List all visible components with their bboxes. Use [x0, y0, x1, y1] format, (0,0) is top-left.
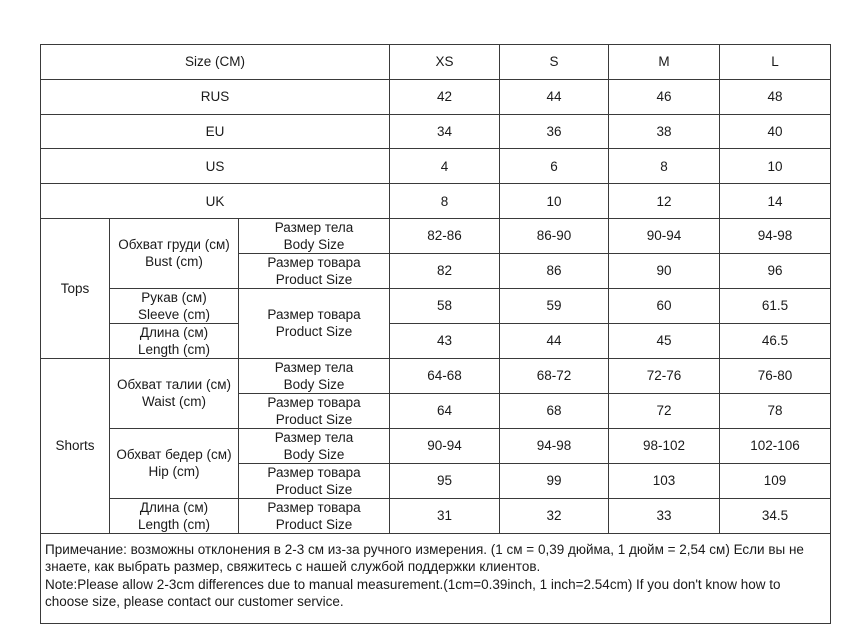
measure-label-ru: Длина (см): [139, 499, 209, 515]
header-size-m: M: [609, 45, 720, 80]
cell-value: 60: [609, 288, 720, 323]
row-label: EU: [41, 114, 390, 149]
type-label-product: [239, 288, 390, 358]
cell-value: 90-94: [390, 428, 500, 463]
type-label-en: Product Size: [275, 271, 353, 287]
table-row-uk: [41, 184, 831, 219]
measure-label-hip: [110, 428, 239, 498]
cell-value: 36: [500, 114, 609, 149]
cell-value: 72: [609, 393, 720, 428]
table-row-shorts-hip-body: [41, 428, 831, 463]
cell-value: 82: [390, 253, 500, 288]
type-label-en: Body Size: [283, 446, 345, 462]
cell-value: 48: [720, 79, 831, 114]
cell-value: 42: [390, 79, 500, 114]
cell-value: 8: [390, 184, 500, 219]
section-label-shorts: Shorts: [41, 358, 110, 533]
table-row-shorts-length: [41, 498, 831, 533]
cell-value: 44: [500, 323, 609, 358]
measure-label-length: [110, 498, 239, 533]
measure-label-en: Length (cm): [137, 341, 211, 357]
type-label-ru: Размер тела: [274, 359, 354, 375]
cell-value: 78: [720, 393, 831, 428]
table-row-tops-bust-body: [41, 218, 831, 253]
cell-value: 59: [500, 288, 609, 323]
type-label-ru: Размер тела: [274, 429, 354, 445]
type-label-en: Body Size: [283, 236, 345, 252]
type-label-product: [239, 253, 390, 288]
type-label-body: [239, 358, 390, 393]
measure-label-ru: Обхват груди (см): [118, 237, 230, 253]
table-row-eu: [41, 114, 831, 149]
type-label-ru: Размер товара: [267, 499, 361, 515]
cell-value: 76-80: [720, 358, 831, 393]
type-label-ru: Размер тела: [274, 219, 354, 235]
measure-label-length: [110, 323, 239, 358]
cell-value: 14: [720, 184, 831, 219]
cell-value: 45: [609, 323, 720, 358]
cell-value: 98-102: [609, 428, 720, 463]
measure-label-ru: Обхват бедер (см): [116, 447, 232, 463]
measure-label-en: Waist (cm): [142, 394, 206, 410]
cell-value: 68-72: [500, 358, 609, 393]
cell-value: 33: [609, 498, 720, 533]
cell-value: 31: [390, 498, 500, 533]
cell-value: 10: [720, 149, 831, 184]
cell-value: 32: [500, 498, 609, 533]
measure-label-ru: Длина (см): [139, 324, 209, 340]
cell-value: 109: [720, 463, 831, 498]
header-size-s: S: [500, 45, 609, 80]
cell-value: 34: [390, 114, 500, 149]
table-row-tops-length: [41, 323, 831, 358]
type-label-ru: Размер товара: [267, 394, 361, 410]
cell-value: 43: [390, 323, 500, 358]
type-label-product: [239, 463, 390, 498]
cell-value: 95: [390, 463, 500, 498]
cell-value: 103: [609, 463, 720, 498]
type-label-en: Body Size: [283, 376, 345, 392]
type-label-ru: Размер товара: [267, 464, 361, 480]
cell-value: 10: [500, 184, 609, 219]
cell-value: 61.5: [720, 288, 831, 323]
measure-label-sleeve: [110, 288, 239, 323]
cell-value: 40: [720, 114, 831, 149]
cell-value: 46.5: [720, 323, 831, 358]
row-label: UK: [41, 184, 390, 219]
table-row-tops-sleeve: [41, 288, 831, 323]
type-label-body: [239, 218, 390, 253]
row-label: RUS: [41, 79, 390, 114]
type-label-ru: Размер товара: [267, 307, 361, 323]
table-header-row: [41, 45, 831, 80]
cell-value: 64-68: [390, 358, 500, 393]
type-label-en: Product Size: [275, 516, 353, 532]
table-row-shorts-waist-body: [41, 358, 831, 393]
measure-label-ru: Рукав (см): [141, 289, 207, 305]
cell-value: 46: [609, 79, 720, 114]
row-label: US: [41, 149, 390, 184]
cell-value: 12: [609, 184, 720, 219]
table-row-note: [41, 533, 831, 623]
cell-value: 4: [390, 149, 500, 184]
type-label-en: Product Size: [275, 411, 353, 427]
cell-value: 8: [609, 149, 720, 184]
measure-label-en: Length (cm): [137, 516, 211, 532]
measure-label-en: Hip (cm): [148, 464, 200, 480]
cell-value: 64: [390, 393, 500, 428]
header-size-xs: XS: [390, 45, 500, 80]
table-row-us: [41, 149, 831, 184]
table-row-rus: [41, 79, 831, 114]
cell-value: 82-86: [390, 218, 500, 253]
cell-value: 99: [500, 463, 609, 498]
cell-value: 86-90: [500, 218, 609, 253]
cell-value: 94-98: [500, 428, 609, 463]
type-label-product: [239, 393, 390, 428]
cell-value: 44: [500, 79, 609, 114]
note-text-en: Note:Please allow 2-3cm differences due to manual measurement.(1cm=0.39inch, 1 inch=2.54cm) If you don't know how to choose size, please contact our customer service.: [45, 576, 781, 610]
cell-value: 34.5: [720, 498, 831, 533]
measure-label-en: Sleeve (cm): [137, 306, 210, 322]
size-chart-table: [40, 44, 831, 624]
type-label-en: Product Size: [275, 481, 353, 497]
note-cell: [41, 533, 831, 623]
measure-label-ru: Обхват талии (см): [117, 377, 231, 393]
cell-value: 72-76: [609, 358, 720, 393]
note-text-ru: Примечание: возможны отклонения в 2-3 см из-за ручного измерения. (1 см = 0,39 дюйма, 1 дюйм = 2,54 см) Если вы не знаете, как выбрать размер, свяжитесь с нашей службой поддержки клиентов.: [45, 541, 804, 575]
cell-value: 58: [390, 288, 500, 323]
section-label-tops: Tops: [41, 218, 110, 358]
type-label-en: Product Size: [275, 324, 353, 340]
type-label-body: [239, 428, 390, 463]
cell-value: 6: [500, 149, 609, 184]
cell-value: 90: [609, 253, 720, 288]
measure-label-en: Bust (cm): [145, 254, 203, 270]
cell-value: 102-106: [720, 428, 831, 463]
cell-value: 94-98: [720, 218, 831, 253]
type-label-ru: Размер товара: [267, 254, 361, 270]
header-size-l: L: [720, 45, 831, 80]
type-label-product: [239, 498, 390, 533]
measure-label-waist: [110, 358, 239, 428]
cell-value: 68: [500, 393, 609, 428]
measure-label-bust: [110, 218, 239, 288]
cell-value: 90-94: [609, 218, 720, 253]
cell-value: 38: [609, 114, 720, 149]
cell-value: 96: [720, 253, 831, 288]
cell-value: 86: [500, 253, 609, 288]
header-size-label: Size (CM): [41, 45, 390, 80]
